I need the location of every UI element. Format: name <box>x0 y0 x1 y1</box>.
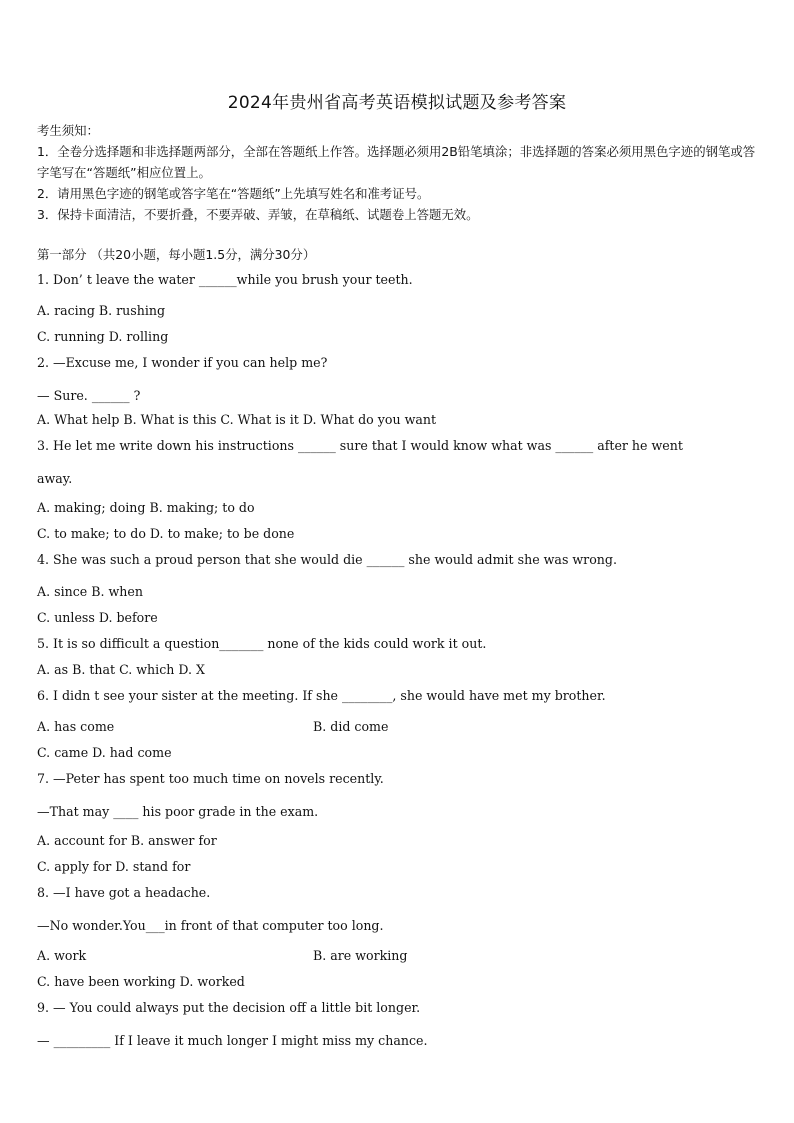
page-title: 2024年贵州省高考英语模拟试题及参考答案 <box>227 93 567 113</box>
option-line: A. racing B. rushing <box>37 303 166 318</box>
option-line: A. making; doing B. making; to do <box>37 500 255 515</box>
question-line: — _________ If I leave it much longer I might miss my chance. <box>37 1033 428 1048</box>
question-line: 3. He let me write down his instructions ______ sure that I would know what was ______ after he went <box>37 438 683 453</box>
option-line: A. has come <box>37 719 115 734</box>
question-line: 7. —Peter has spent too much time on novels recently. <box>37 771 384 786</box>
option-line: A. account for B. answer for <box>37 833 217 848</box>
option-line: C. have been working D. worked <box>37 974 245 989</box>
notes-item: 1．全卷分选择题和非选择题两部分，全部在答题纸上作答。选择题必须用2B铅笔填涂；非选择题的答案必须用黑色字迹的钢笔或答字笔写在“答题纸”相应位置上。 <box>37 144 756 180</box>
option-line: C. to make; to do D. to make; to be done <box>37 526 295 541</box>
notes-item: 2．请用黑色字迹的钢笔或答字笔在“答题纸”上先填写姓名和准考证号。 <box>37 186 430 201</box>
question-line: 8. —I have got a headache. <box>37 885 211 900</box>
section-heading: 第一部分 （共20小题，每小题1.5分，满分30分） <box>37 247 316 262</box>
option-line: B. did come <box>313 719 389 734</box>
question-line: 9. — You could always put the decision off a little bit longer. <box>37 1000 421 1015</box>
notes-heading: 考生须知： <box>37 123 99 138</box>
exam-notes <box>37 120 759 225</box>
option-line: C. running D. rolling <box>37 329 169 344</box>
option-line: A. as B. that C. which D. X <box>37 662 205 677</box>
question-line: — Sure. ______ ? <box>37 388 141 403</box>
question-line: away. <box>37 471 73 486</box>
option-line: B. are working <box>313 948 408 963</box>
option-line: A. What help B. What is this C. What is it D. What do you want <box>37 412 437 427</box>
question-line: —That may ____ his poor grade in the exam. <box>37 804 319 819</box>
question-line: 4. She was such a proud person that she would die ______ she would admit she was wrong. <box>37 552 617 567</box>
option-line: C. apply for D. stand for <box>37 859 191 874</box>
option-line: A. work <box>37 948 87 963</box>
option-line: C. unless D. before <box>37 610 158 625</box>
question-line: 6. I didn t see your sister at the meeting. If she ________, she would have met my brother. <box>37 688 606 703</box>
question-line: 5. It is so difficult a question_______ none of the kids could work it out. <box>37 636 487 651</box>
option-line: C. came D. had come <box>37 745 172 760</box>
question-line: 2. —Excuse me, I wonder if you can help me? <box>37 355 328 370</box>
option-line: A. since B. when <box>37 584 143 599</box>
notes-item: 3．保持卡面清洁，不要折叠，不要弄破、弄皱，在草稿纸、试题卷上答题无效。 <box>37 207 479 222</box>
question-line: 1. Don’ t leave the water ______while you brush your teeth. <box>37 272 413 287</box>
question-line: —No wonder.You___in front of that computer too long. <box>37 918 384 933</box>
